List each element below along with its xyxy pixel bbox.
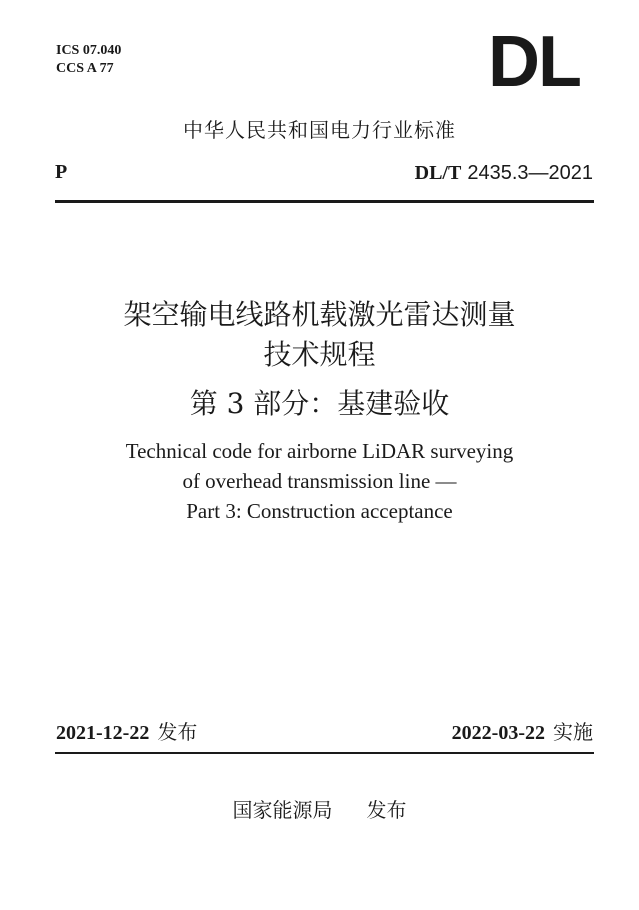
title-en-line2: of overhead transmission line — [182,469,457,493]
standard-number-code: 2435.3—2021 [467,162,593,184]
bottom-divider [55,752,594,754]
title-cn-line1: 架空输电线路机载激光雷达测量 [123,298,516,331]
title-cn-line3: 第 3 部分：基建验收 [189,387,450,420]
issue-date-block [56,719,197,746]
implement-date-block [452,719,593,746]
implement-label: 实施 [553,720,593,744]
issue-label: 发布 [157,720,198,744]
top-divider [55,200,594,203]
standard-number [415,159,593,186]
title-en-line3: Part 3: Construction acceptance [186,499,453,523]
title-en-line1: Technical code for airborne LiDAR surveying [125,439,514,463]
publisher-label: 发布 [366,798,407,822]
implement-date: 2022-03-22 [451,722,545,744]
standard-number-prefix: DL/T [414,162,462,184]
ccs-code: CCS A 77 [56,61,114,76]
dl-logo: DL [488,22,580,102]
issue-date: 2021-12-22 [56,722,150,744]
publisher [0,797,639,823]
ics-code: ICS 07.040 [56,43,122,58]
title-cn-line2: 技术规程 [263,338,376,371]
standard-category: P [55,161,68,183]
standard-organization: 中华人民共和国电力行业标准 [183,118,456,142]
publisher-name: 国家能源局 [232,798,333,822]
classification-codes [56,42,121,78]
